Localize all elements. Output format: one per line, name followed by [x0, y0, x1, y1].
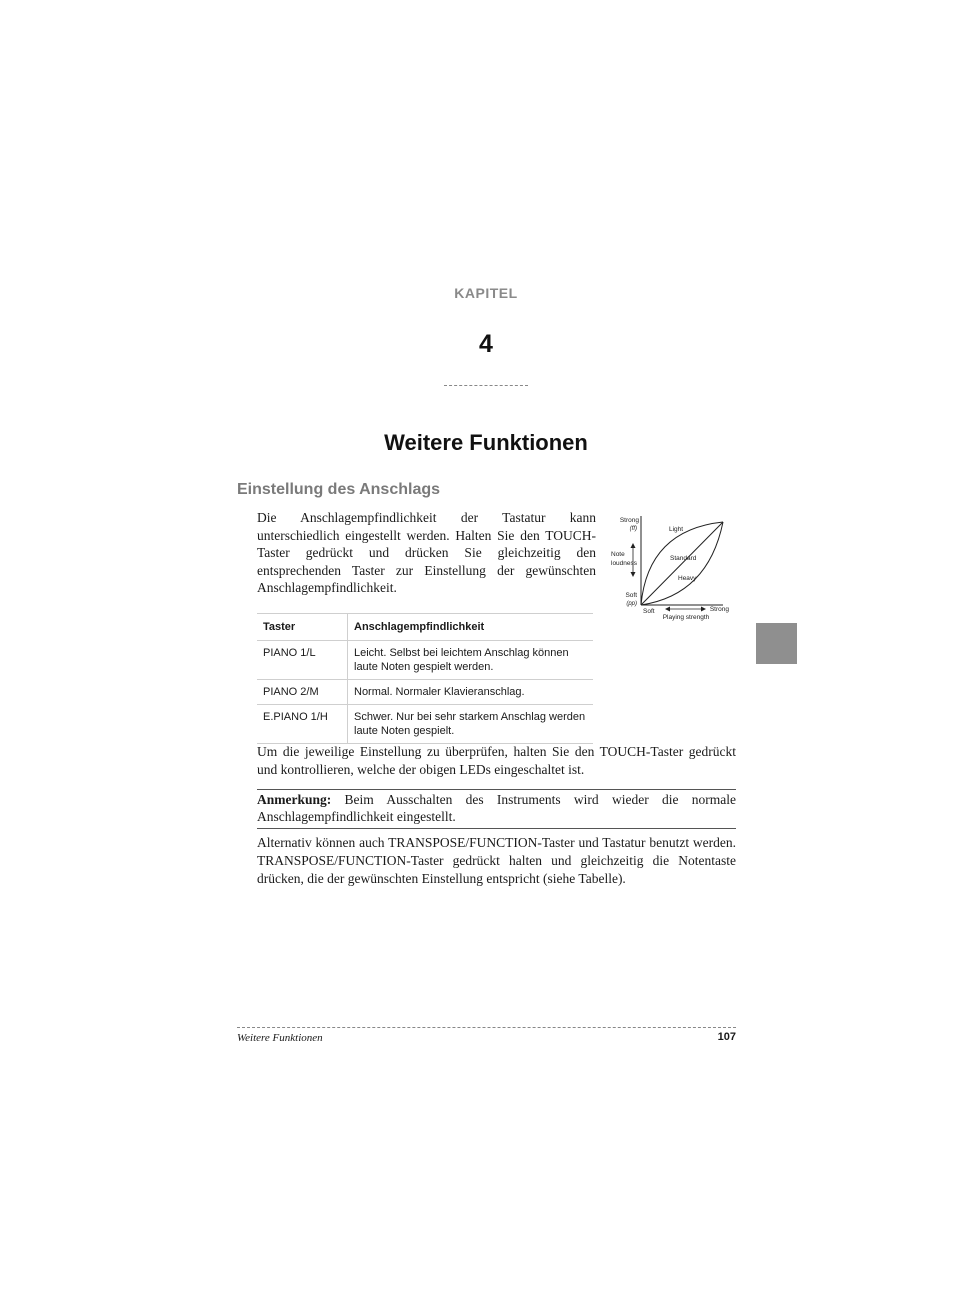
- table-header-row: [257, 614, 593, 641]
- chapter-label: KAPITEL: [454, 285, 518, 301]
- table-row: [257, 680, 593, 705]
- alternative-paragraph: Alternativ können auch TRANSPOSE/FUNCTION-Taster und Tastatur benutzt werden. TRANSPOSE/FUNCTION-Taster gedrückt halten und gleichzeitig die Notentaste drücken, die der gewünschten Einstellung entspricht (siehe Tabelle).: [257, 835, 736, 886]
- footer-title: Weitere Funktionen: [237, 1032, 323, 1044]
- chapter-divider: [444, 385, 528, 386]
- note-label: Anmerkung:: [257, 792, 332, 807]
- page-number: 107: [717, 1031, 736, 1043]
- label-loudness: loudness: [611, 560, 638, 567]
- velocity-curve-diagram: [608, 510, 738, 625]
- chapter-side-tab: [756, 623, 797, 664]
- table-cell-key: E.PIANO 1/H: [257, 705, 348, 744]
- chapter-number: 4: [479, 330, 493, 358]
- table-header-taster: Taster: [257, 614, 348, 641]
- table-cell-description: Leicht. Selbst bei leichtem Anschlag können laute Noten gespielt werden.: [354, 647, 569, 673]
- table-row: [257, 641, 593, 680]
- intro-paragraph: Die Anschlagempfindlichkeit der Tastatur kann unterschiedlich eingestellt werden. Halten Sie den TOUCH-Taster gedrückt und drücken Sie gleichzeitig den entsprechenden Taster zur Einstellung der gewünschten Anschlagempfindlichkeit.: [257, 510, 596, 595]
- arrow-down-icon: [631, 572, 636, 577]
- label-ff: (ff): [629, 526, 637, 532]
- label-strong-top: Strong: [619, 517, 639, 524]
- arrow-up-icon: [631, 543, 636, 548]
- label-note: Note: [611, 551, 625, 558]
- table-cell-description: Normal. Normaler Klavieranschlag.: [354, 686, 525, 698]
- check-paragraph: Um die jeweilige Einstellung zu überprüfen, halten Sie den TOUCH-Taster gedrückt und kontrollieren, welche der obigen LEDs eingeschaltet ist.: [257, 744, 736, 777]
- table-row: [257, 705, 593, 744]
- label-heavy: Heavy: [678, 575, 697, 582]
- chapter-title: Weitere Funktionen: [384, 430, 588, 455]
- arrow-right-icon: [701, 607, 706, 612]
- arrow-left-icon: [665, 607, 670, 612]
- label-strong-bottom: Strong: [709, 606, 729, 613]
- table-cell-key: PIANO 1/L: [257, 641, 348, 680]
- label-soft-left: Soft: [625, 592, 637, 599]
- footer-divider: [237, 1027, 736, 1028]
- label-soft-bottom: Soft: [643, 608, 655, 615]
- note-box: [257, 789, 736, 829]
- note-text: Beim Ausschalten des Instruments wird wieder die normale Anschlagempfindlichkeit eingestellt.: [257, 792, 736, 824]
- section-heading: Einstellung des Anschlags: [237, 481, 441, 498]
- label-playing-strength: Playing strength: [662, 614, 710, 621]
- table-cell-key: PIANO 2/M: [257, 680, 348, 705]
- touch-settings-table: [257, 613, 593, 744]
- label-light: Light: [669, 526, 684, 533]
- table-header-sensitivity: Anschlagempfindlichkeit: [354, 621, 485, 633]
- table-cell-description: Schwer. Nur bei sehr starkem Anschlag werden laute Noten gespielt.: [354, 711, 586, 737]
- label-standard: Standard: [670, 555, 697, 562]
- label-pp: (pp): [626, 601, 637, 607]
